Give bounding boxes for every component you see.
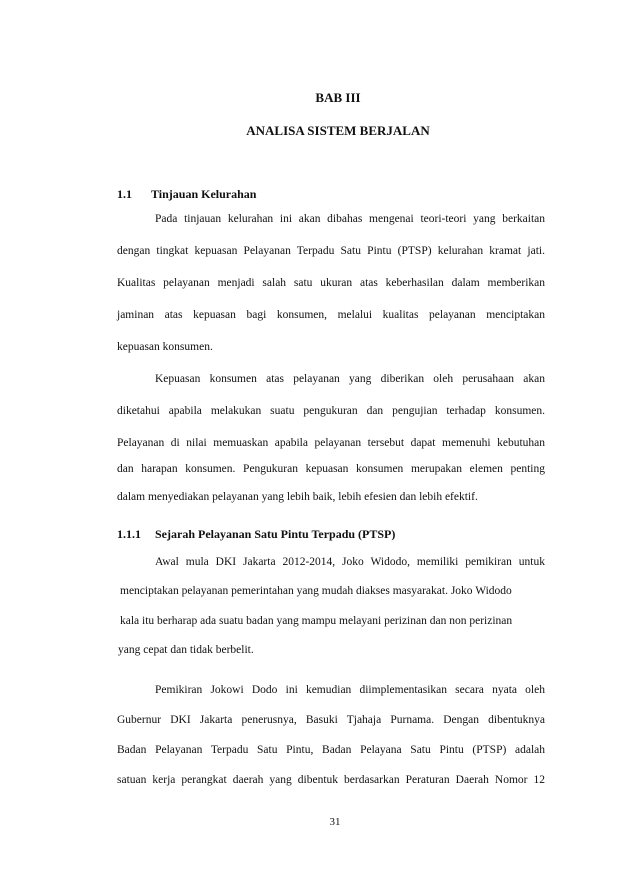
- paragraph-line: Pemikiran Jokowi Dodo ini kemudian diimplementasikan secara nyata oleh: [155, 684, 545, 696]
- page-number: 31: [329, 816, 341, 828]
- subsection-title: Sejarah Pelayanan Satu Pintu Terpadu (PTSP): [155, 527, 396, 541]
- paragraph-line: menciptakan pelayanan pemerintahan yang mudah diakses masyarakat. Joko Widodo: [120, 585, 512, 597]
- section-number: 1.1: [117, 187, 132, 201]
- paragraph-line: Awal mula DKI Jakarta 2012-2014, Joko Widodo, memiliki pemikiran untuk: [155, 556, 545, 568]
- paragraph-line: Pelayanan di nilai memuaskan apabila pelayanan tersebut dapat memenuhi kebutuhan: [117, 437, 545, 449]
- paragraph-line: dalam menyediakan pelayanan yang lebih baik, lebih efesien dan lebih efektif.: [117, 491, 478, 503]
- paragraph-line: satuan kerja perangkat daerah yang dibentuk berdasarkan Peraturan Daerah Nomor 12: [117, 774, 545, 786]
- section-title: Tinjauan Kelurahan: [151, 187, 257, 201]
- paragraph-line: dan harapan konsumen. Pengukuran kepuasan konsumen merupakan elemen penting: [117, 463, 545, 475]
- paragraph-line: diketahui apabila melakukan suatu pengukuran dan pengujian terhadap konsumen.: [117, 405, 545, 417]
- subsection-heading: [117, 527, 395, 542]
- paragraph-line: yang cepat dan tidak berbelit.: [118, 644, 254, 656]
- paragraph-line: kepuasan konsumen.: [117, 341, 213, 353]
- section-heading: [117, 187, 256, 202]
- paragraph-line: Kualitas pelayanan menjadi salah satu ukuran atas keberhasilan dalam memberikan: [117, 277, 545, 289]
- subsection-number: 1.1.1: [117, 527, 141, 541]
- paragraph-line: Kepuasan konsumen atas pelayanan yang diberikan oleh perusahaan akan: [155, 373, 545, 385]
- chapter-label: BAB III: [315, 90, 361, 105]
- chapter-title: ANALISA SISTEM BERJALAN: [246, 123, 430, 138]
- paragraph-line: jaminan atas kepuasan bagi konsumen, melalui kualitas pelayanan menciptakan: [117, 309, 545, 321]
- paragraph-line: Pada tinjauan kelurahan ini akan dibahas mengenai teori-teori yang berkaitan: [155, 213, 545, 225]
- paragraph-line: dengan tingkat kepuasan Pelayanan Terpadu Satu Pintu (PTSP) kelurahan kramat jati.: [117, 245, 545, 257]
- paragraph-line: kala itu berharap ada suatu badan yang mampu melayani perizinan dan non perizinan: [120, 615, 513, 627]
- paragraph-line: Badan Pelayanan Terpadu Satu Pintu, Badan Pelayana Satu Pintu (PTSP) adalah: [117, 744, 545, 756]
- paragraph-line: Gubernur DKI Jakarta penerusnya, Basuki Tjahaja Purnama. Dengan dibentuknya: [117, 714, 545, 726]
